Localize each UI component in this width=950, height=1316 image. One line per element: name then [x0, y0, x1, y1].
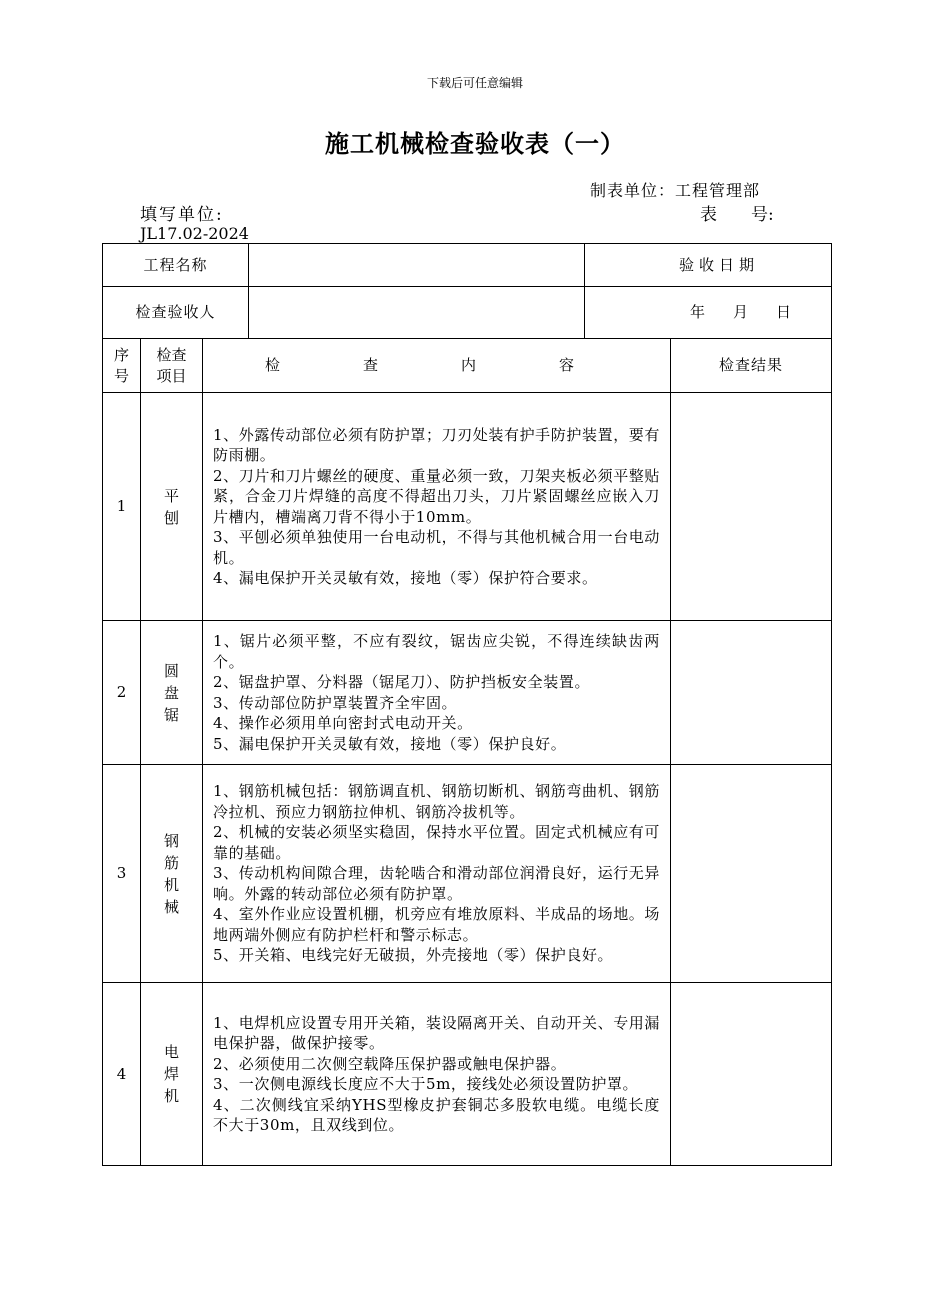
col-item-header-text: 检查项目 — [156, 345, 187, 385]
month-label: 月 — [732, 303, 748, 322]
table-row — [103, 393, 832, 621]
row-item-char: 焊 — [163, 1065, 179, 1083]
content-line: 2、机械的安装必须坚实稳固，保持水平位置。固定式机械应有可靠的基础。 — [213, 823, 660, 862]
project-name-label: 工程名称 — [103, 244, 249, 287]
download-note: 下载后可任意编辑 — [426, 76, 523, 90]
row-seq: 2 — [103, 621, 141, 765]
row-item-char: 锯 — [163, 705, 179, 724]
check-table — [102, 339, 832, 1166]
form-number-label: 表 号: — [700, 205, 774, 225]
row-item — [141, 983, 203, 1166]
content-line: 1、电焊机应设置专用开关箱，装设隔离开关、自动开关、专用漏电保护器，做保护接零。 — [213, 1013, 660, 1052]
row-item-char: 电 — [163, 1043, 179, 1061]
form-code: JL17.02-2024 — [140, 224, 249, 243]
content-line: 5、开关箱、电线完好无破损，外壳接地（零）保护良好。 — [213, 946, 614, 965]
content-line: 1、外露传动部位必须有防护罩；刀刃处装有护手防护装置，要有防雨棚。 — [213, 425, 660, 464]
content-line: 4、室外作业应设置机棚，机旁应有堆放原料、半成品的场地。场地两端外侧应有防护栏杆和警示标志。 — [213, 905, 660, 944]
row-item-char: 械 — [163, 897, 179, 916]
content-line: 3、一次侧电源线长度应不大于5m，接线处必须设置防护罩。 — [213, 1075, 639, 1093]
row-item-char: 平 — [163, 486, 179, 505]
accept-date-field[interactable] — [585, 287, 832, 339]
col-seq-header — [103, 339, 141, 393]
row-item — [141, 393, 203, 621]
row-seq: 3 — [103, 765, 141, 983]
row-item-char: 机 — [163, 875, 179, 894]
row-seq: 4 — [103, 983, 141, 1166]
content-line: 2、必须使用二次侧空载降压保护器或触电保护器。 — [213, 1054, 567, 1073]
col-seq-header-text: 序号 — [113, 345, 129, 385]
table-row — [103, 765, 832, 983]
info-table — [102, 243, 832, 339]
col-content-header: 检 查 内 容 — [203, 339, 671, 393]
inspection-form — [102, 243, 831, 1166]
year-label: 年 — [689, 303, 705, 322]
row-item-char: 机 — [163, 1087, 179, 1105]
row-result-field[interactable] — [671, 393, 832, 621]
content-line: 3、传动部位防护罩装置齐全牢固。 — [213, 693, 458, 712]
fill-unit-label: 填写单位: — [140, 205, 224, 225]
row-seq: 1 — [103, 393, 141, 621]
row-item — [141, 765, 203, 983]
content-line: 4、操作必须用单向密封式电动开关。 — [213, 714, 473, 732]
content-line: 2、锯盘护罩、分料器（锯尾刀）、防护挡板安全装置。 — [213, 673, 591, 691]
content-line: 2、刀片和刀片螺丝的硬度、重量必须一致，刀架夹板必须平整贴紧，合金刀片焊缝的高度不得超出刀头，刀片紧固螺丝应嵌入刀片槽内，槽端离刀背不得小于10mm。 — [213, 466, 660, 526]
content-line: 1、锯片必须平整，不应有裂纹，锯齿应尖锐，不得连续缺齿两个。 — [213, 632, 660, 671]
maker-unit: 制表单位：工程管理部 — [590, 181, 761, 200]
row-content — [203, 983, 671, 1166]
content-line: 1、钢筋机械包括：钢筋调直机、钢筋切断机、钢筋弯曲机、钢筋冷拉机、预应力钢筋拉伸机、钢筋冷拔机等。 — [213, 782, 660, 821]
day-label: 日 — [775, 303, 791, 322]
accept-date-label: 验收日期 — [585, 244, 832, 287]
col-item-header — [141, 339, 203, 393]
row-result-field[interactable] — [671, 765, 832, 983]
row-content — [203, 621, 671, 765]
page-title: 施工机械检查验收表（一） — [325, 129, 625, 158]
project-name-field[interactable] — [249, 244, 585, 287]
row-result-field[interactable] — [671, 621, 832, 765]
content-line: 4、漏电保护开关灵敏有效，接地（零）保护符合要求。 — [213, 569, 598, 587]
table-row — [103, 621, 832, 765]
table-row — [103, 983, 832, 1166]
inspector-label: 检查验收人 — [103, 287, 249, 339]
col-result-header: 检查结果 — [671, 339, 832, 393]
content-line: 4、二次侧线宜采纳YHS型橡皮护套铜芯多股软电缆。电缆长度不大于30m，且双线到位。 — [213, 1095, 660, 1134]
content-line: 3、平刨必须单独使用一台电动机，不得与其他机械合用一台电动机。 — [213, 528, 660, 567]
row-item — [141, 621, 203, 765]
row-item-char: 筋 — [163, 853, 179, 872]
content-line: 3、传动机构间隙合理，齿轮啮合和滑动部位润滑良好，运行无异响。外露的转动部位必须有防护罩。 — [213, 864, 660, 903]
content-line: 5、漏电保护开关灵敏有效，接地（零）保护良好。 — [213, 734, 567, 753]
row-item-char: 钢 — [163, 831, 179, 850]
row-result-field[interactable] — [671, 983, 832, 1166]
row-item-char: 盘 — [163, 683, 179, 702]
row-content — [203, 765, 671, 983]
row-item-char: 圆 — [163, 661, 179, 680]
inspector-field[interactable] — [249, 287, 585, 339]
row-item-char: 刨 — [163, 508, 179, 527]
row-content — [203, 393, 671, 621]
